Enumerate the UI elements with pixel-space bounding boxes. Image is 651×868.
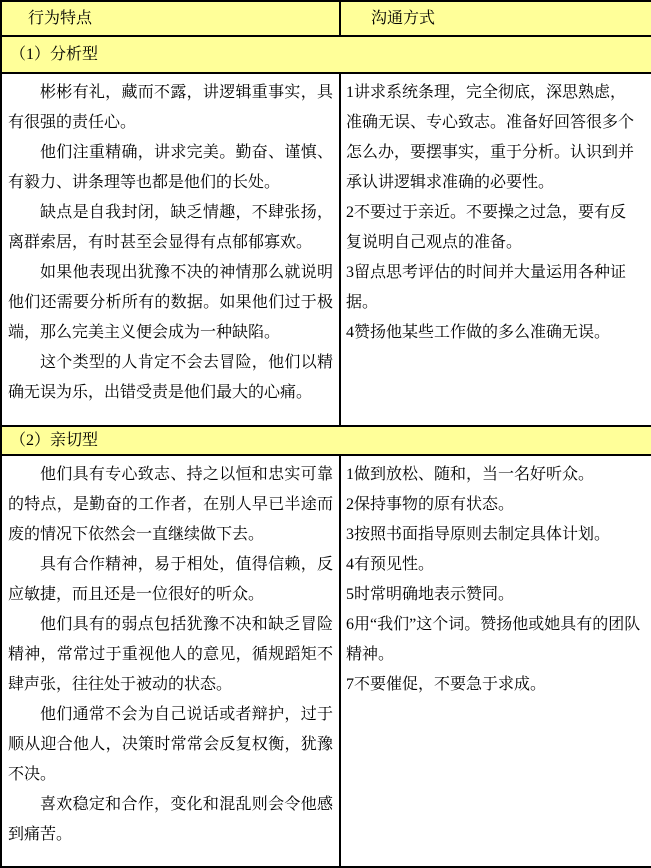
section-title-analytical: （1）分析型 <box>1 36 651 73</box>
table-header-row <box>1 1 651 36</box>
behavior-cell-analytical <box>1 73 340 426</box>
behavior-paragraph: 如果他表现出犹豫不决的神情那么就说明他们还需要分析所有的数据。如果他们过于极端，那么完美主义便会成为一种缺陷。 <box>8 264 333 341</box>
communication-cell-amiable <box>340 455 651 867</box>
communication-cell-analytical <box>340 73 651 426</box>
communication-item: 3按照书面指导原则去制定具体计划。 <box>346 526 611 543</box>
behavior-paragraph: 他们注重精确，讲求完美。勤奋、谨慎、有毅力、讲条理等也都是他们的长处。 <box>8 144 333 191</box>
behavior-paragraph: 他们具有的弱点包括犹豫不决和缺乏冒险精神，常常过于重视他人的意见，循规蹈矩不肆声张，往往处于被动的状态。 <box>8 616 333 693</box>
behavior-paragraph: 他们通常不会为自己说话或者辩护，过于顺从迎合他人，决策时常常会反复权衡，犹豫不决。 <box>8 706 333 783</box>
communication-item: 5时常明确地表示赞同。 <box>346 586 515 603</box>
behavior-paragraph: 缺点是自我封闭，缺乏情趣，不肆张扬，离群索居，有时甚至会显得有点郁郁寡欢。 <box>8 204 333 251</box>
body-row-amiable <box>1 455 651 867</box>
communication-item: 1讲求系统条理，完全彻底，深思熟虑，准确无误、专心致志。准备好回答很多个怎么办，要摆事实，重于分析。认识到并承认讲逻辑求准确的必要性。 <box>346 84 635 191</box>
column-header-communication: 沟通方式 <box>340 1 651 36</box>
behavior-cell-amiable <box>1 455 340 867</box>
section-title-amiable: （2）亲切型 <box>1 426 651 455</box>
communication-item: 4赞扬他某些工作做的多么准确无误。 <box>346 324 611 341</box>
communication-item: 7不要催促，不要急于求成。 <box>346 676 547 693</box>
communication-item: 3留点思考评估的时间并大量运用各种证据。 <box>346 264 627 311</box>
communication-item: 4有预见性。 <box>346 556 435 573</box>
communication-item: 2保持事物的原有状态。 <box>346 496 515 513</box>
column-header-behavior: 行为特点 <box>1 1 340 36</box>
behavior-paragraph: 他们具有专心致志、持之以恒和忠实可靠的特点，是勤奋的工作者，在别人早已半途而废的情况下依然会一直继续做下去。 <box>8 466 333 543</box>
body-row-analytical <box>1 73 651 426</box>
communication-item: 6用“我们”这个词。赞扬他或她具有的团队精神。 <box>346 616 641 663</box>
communication-item: 1做到放松、随和，当一名好听众。 <box>346 466 595 483</box>
behavior-paragraph: 具有合作精神，易于相处，值得信赖，反应敏捷，而且还是一位很好的听众。 <box>8 556 333 603</box>
behavior-paragraph: 喜欢稳定和合作，变化和混乱则会令他感到痛苦。 <box>8 796 333 843</box>
behavior-paragraph: 彬彬有礼，藏而不露，讲逻辑重事实，具有很强的责任心。 <box>8 84 333 131</box>
communication-item: 2不要过于亲近。不要操之过急，要有反复说明自己观点的准备。 <box>346 204 627 251</box>
section-row-amiable <box>1 426 651 455</box>
section-row-analytical <box>1 36 651 73</box>
behavior-paragraph: 这个类型的人肯定不会去冒险，他们以精确无误为乐，出错受责是他们最大的心痛。 <box>8 354 333 401</box>
